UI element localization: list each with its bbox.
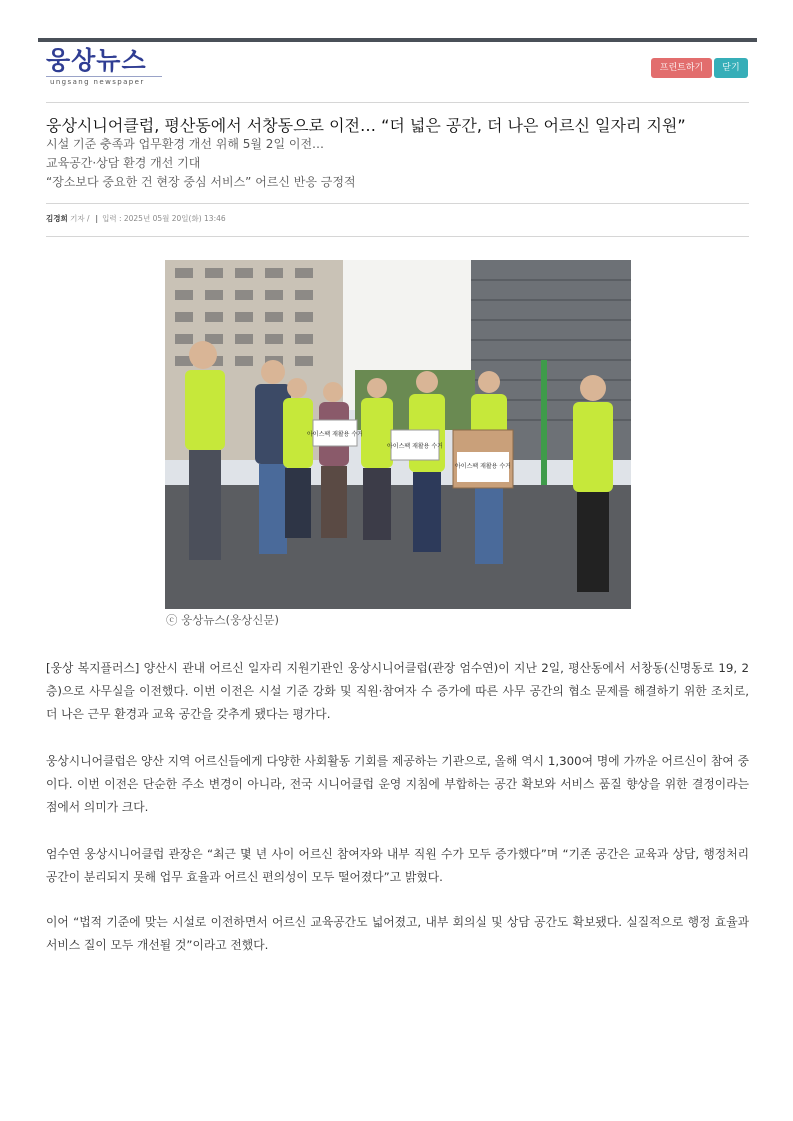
- photo-caption: ⓒ 웅상뉴스(웅상신문): [166, 613, 279, 627]
- close-button[interactable]: 닫기: [714, 58, 748, 78]
- article-paragraph: [웅상 복지플러스] 양산시 관내 어르신 일자리 지원기관인 웅상시니어클럽(관장 엄수연)이 지난 2일, 평산동에서 서창동(신명동로 19, 2층)으로 사무실을 이전했다. 이번 이전은 시설 기준 강화 및 직원·참여자 수 증가에 따른 사무 공간의 협소 문제를 해결하기 위한 조치로, 더 나은 근무 환경과 교육 공간을 갖추게 됐다는 평가다.: [46, 661, 749, 721]
- sign-text: 아이스팩 재활용 수거: [455, 463, 511, 470]
- print-button[interactable]: 프린트하기: [651, 58, 712, 78]
- sign-text: 아이스팩 재활용 수거: [307, 431, 363, 438]
- divider: [46, 102, 749, 103]
- logo-subtext: ungsang newspaper: [50, 78, 145, 86]
- author-suffix: 기자 /: [67, 214, 90, 223]
- site-logo[interactable]: [46, 46, 164, 90]
- divider: [46, 236, 749, 237]
- subtitle-line: “장소보다 중요한 건 현장 중심 서비스” 어르신 반응 긍정적: [46, 175, 356, 189]
- top-bar: [38, 38, 757, 42]
- article-subtitles: [46, 135, 356, 192]
- byline: [46, 213, 226, 224]
- article-paragraph: 엄수연 웅상시니어클럽 관장은 “최근 몇 년 사이 어르신 참여자와 내부 직원 수가 모두 증가했다”며 “기존 공간은 교육과 상담, 행정처리 공간이 분리되지 못해 업무 효율과 어르신 편의성이 모두 떨어졌다”고 밝혔다.: [46, 847, 749, 884]
- subtitle-line: 시설 기준 충족과 업무환경 개선 위해 5월 2일 이전…: [46, 137, 325, 151]
- logo-rule: [46, 76, 162, 77]
- article-title: 웅상시니어클럽, 평산동에서 서창동으로 이전… “더 넓은 공간, 더 나은 어르신 일자리 지원”: [46, 116, 686, 135]
- article-photo: [165, 260, 631, 609]
- article-paragraph: 이어 “법적 기준에 맞는 시설로 이전하면서 어르신 교육공간도 넓어졌고, 내부 회의실 및 상담 공간도 확보됐다. 실질적으로 행정 효율과 서비스 질이 모두 개선될 것”이라고 전했다.: [46, 915, 749, 952]
- publish-date: 입력 : 2025년 05월 20일(화) 13:46: [102, 214, 226, 223]
- author-name: 김경희: [46, 214, 68, 223]
- sign-text: 아이스팩 재활용 수거: [387, 443, 443, 450]
- byline-separator: |: [95, 214, 99, 223]
- subtitle-line: 교육공간·상담 환경 개선 기대: [46, 156, 201, 170]
- logo-text: 웅상뉴스: [46, 46, 147, 75]
- divider: [46, 203, 749, 204]
- article-paragraph: 웅상시니어클럽은 양산 지역 어르신들에게 다양한 사회활동 기회를 제공하는 기관으로, 올해 역시 1,300여 명에 가까운 어르신이 참여 중이다. 이번 이전은 단순한 주소 변경이 아니라, 전국 시니어클럽 운영 지침에 부합하는 공간 확보와 서비스 품질 향상을 위한 결정이라는 점에서 의미가 크다.: [46, 754, 749, 814]
